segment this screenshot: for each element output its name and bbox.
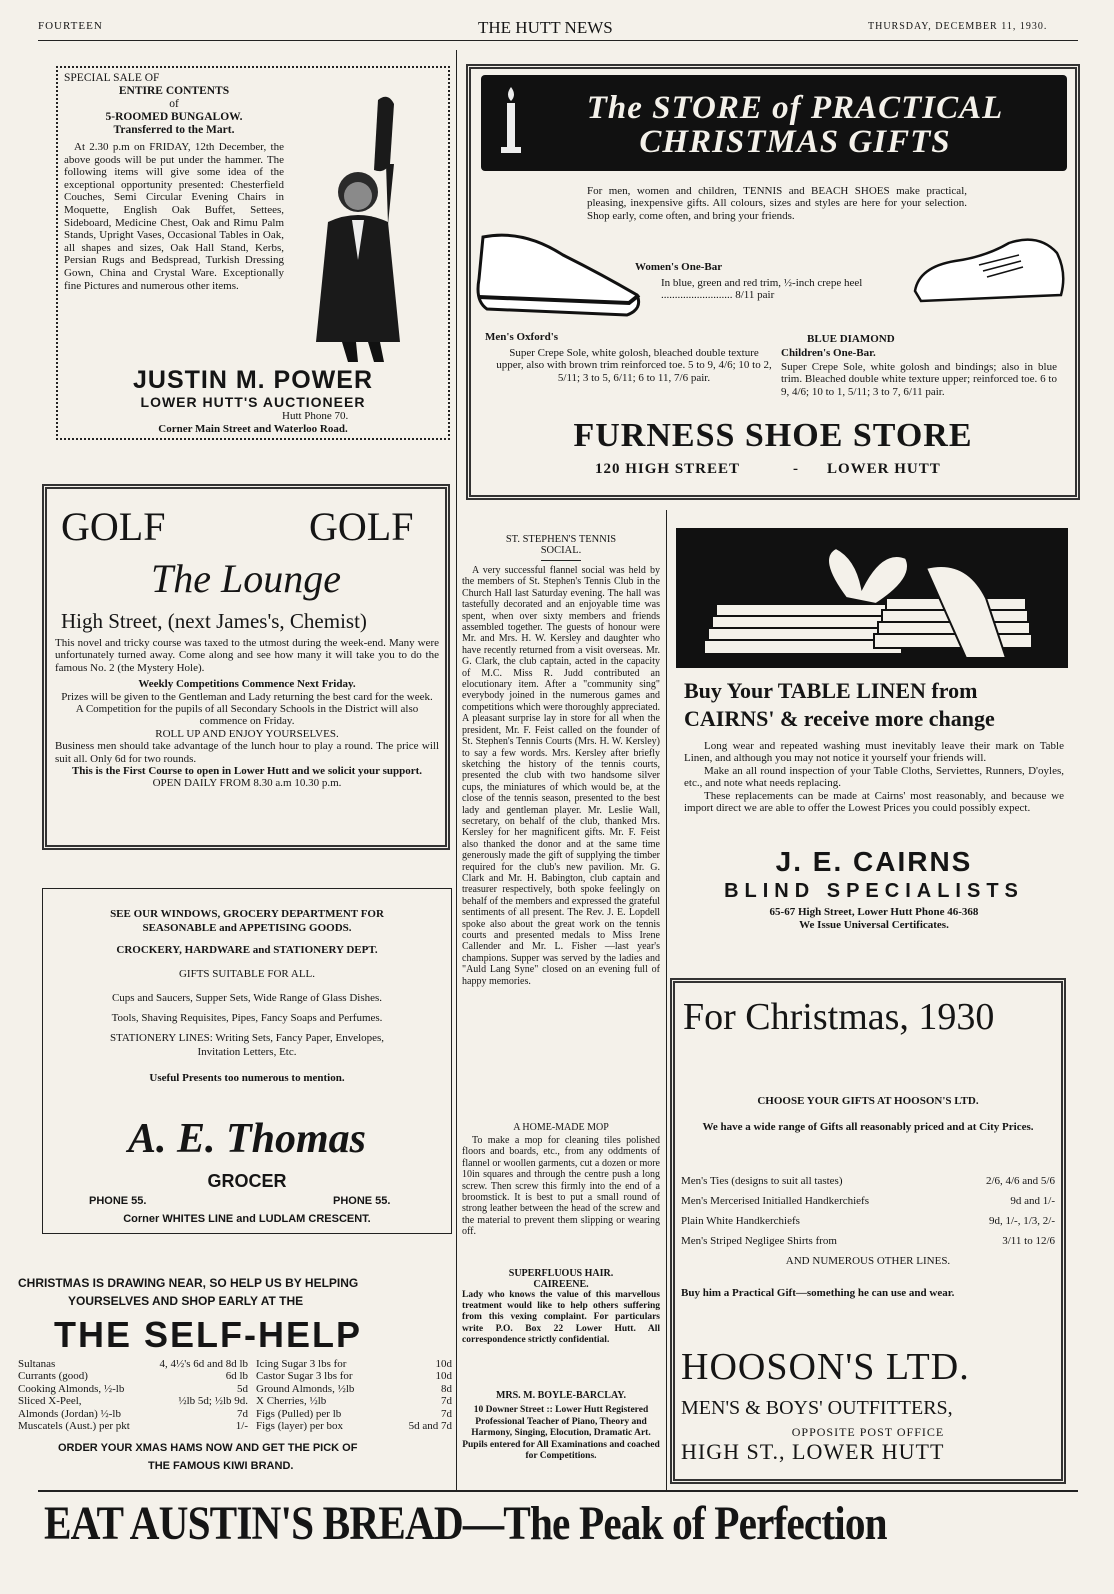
selfhelp-left-list: [18, 1358, 248, 1432]
selfhelp-name: THE SELF-HELP: [54, 1314, 363, 1355]
golf-open-hours: OPEN DAILY FROM 8.30 a.m 10.30 p.m.: [152, 777, 342, 790]
self-help-ad: [18, 1272, 452, 1484]
item-name: Cooking Almonds, ½-lb: [18, 1382, 125, 1395]
childrens-sub: Children's One-Bar.: [781, 347, 876, 359]
cairns-linen-ad: [670, 528, 1078, 946]
price-row: [681, 1231, 1055, 1251]
thomas-phone-left: PHONE 55.: [89, 1195, 147, 1207]
thomas-line-1: SEE OUR WINDOWS, GROCERY DEPARTMENT FOR: [110, 908, 384, 920]
item-price: 3/11 to 12/6: [1002, 1235, 1055, 1247]
christmas-gifts-banner: [481, 75, 1067, 171]
price-row: [18, 1383, 248, 1395]
item-name: Currants (good): [18, 1370, 88, 1383]
cairns-name: J. E. CAIRNS: [775, 846, 973, 877]
golf-location: High Street, (next James's, Chemist): [61, 609, 367, 633]
hooson-sub: MEN'S & BOYS' OUTFITTERS,: [681, 1397, 953, 1419]
item-price: 9d, 1/-, 1/3, 2/-: [989, 1215, 1055, 1227]
furness-address-right: LOWER HUTT: [827, 461, 941, 477]
cairns-body-1: Long wear and repeated washing must inevitably leave their mark on Table Linen, and although you may not notice it yourself your friends will.: [684, 740, 1064, 765]
price-row: [681, 1211, 1055, 1231]
item-price: 7d: [441, 1407, 452, 1420]
item-name: Castor Sugar 3 lbs for: [256, 1370, 353, 1383]
item-price: 10d: [435, 1370, 452, 1383]
hooson-headline: For Christmas, 1930: [683, 996, 995, 1038]
tennis-body: A very successful flannel social was held by the members of St. Stephen's Tennis Club in the Church Hall last Saturday evening. The hall was tastefully decorated and an enjoyable time was spent, when over sixty members and friends assembled together. The guests of honour were Mr. and Mrs. H. W. Kersley and daughter who have recently returned from a visit overseas. Mr. G. Clark, the club captain, acted in the capacity of M.C. Miss R. Judd contributed an elocutionary item. After a "community sing" everybody joined in the numerous games and competitions which were thoroughly appreciated. A pleasant surprise lay in store for all when the president, Mr. F. Feist called on the founder of St. Stephen's Tennis Courts (Mrs. H. W. Kersley) to say a few words. Mrs. Kersley after briefly sketching the history of the tennis courts, presented the club with two handsome silver cups, the miniatures of which would be, at the close of the tennis season, presented to the best lady and gentleman player. Mr. Leslie Wall, secretary, on behalf of the club, thanked Mrs. Kersley for her magnificent gifts. Mr. F. Feist also thanked the donor and at the same time generously made the gift of supplying the timber required for the club's new pavilion. Mr. G. Clark and Mr. H. Babington, club captain and treasurer respectively, both spoke feelingly on behalf of the members and expressed the grateful sentiments of all present. The Rev. J. E. Lopdell spoke also about the great work on the tennis courts and presented medals to Miss Irene Callender and Mr. L. Fisher —last year's champions. Supper was served by the ladies and "Auld Lang Syne" closed on an evening full of happy memories.: [462, 565, 660, 987]
golf-right: GOLF: [309, 504, 414, 549]
item-price: 10d: [435, 1358, 452, 1370]
item-name: Almonds (Jordan) ½-lb: [18, 1407, 121, 1420]
price-row: [18, 1420, 248, 1432]
caireene-body: Lady who knows the value of this marvellous treatment would like to help others suffering from this vexing complaint. For particulars write P.O. Box 22 Lower Hutt. All correspondence strictly confidential.: [462, 1290, 660, 1345]
cairns-body-2: Make an all round inspection of your Table Cloths, Serviettes, Runners, D'oyles, etc., and note what needs replacing.: [684, 764, 1064, 790]
hooson-price-list: [681, 1171, 1055, 1251]
golf-body-4: Business men should take advantage of the lunch hour to play a round. The price will suit all. Only 6d for two rounds.: [55, 740, 439, 765]
price-row: [681, 1171, 1055, 1191]
masthead-rule: [38, 40, 1078, 41]
item-name: Men's Ties (designs to suit all tastes): [681, 1175, 843, 1187]
thomas-corner: Corner WHITES LINE and LUDLAM CRESCENT.: [123, 1213, 371, 1225]
hooson-range: We have a wide range of Gifts all reasonably priced and at City Prices.: [702, 1121, 1034, 1133]
golf-rollup: ROLL UP AND ENJOY YOURSELVES.: [155, 727, 339, 740]
thomas-line-6: Tools, Shaving Requisites, Pipes, Fancy Soaps and Perfumes.: [111, 1012, 383, 1024]
candle-icon: [501, 85, 521, 161]
tennis-title-1: ST. STEPHEN'S TENNIS: [505, 534, 617, 545]
title-divider: [541, 560, 581, 561]
selfhelp-footer-1: ORDER YOUR XMAS HAMS NOW AND GET THE PICK OF: [58, 1442, 358, 1454]
page-number: FOURTEEN: [38, 20, 103, 32]
hooson-high: HIGH ST., LOWER HUTT: [681, 1439, 945, 1464]
cairns-address: 65-67 High Street, Lower Hutt Phone 46-368: [769, 906, 979, 918]
power-body: At 2.30 p.m on FRIDAY, 12th December, the above goods will be put under the hammer. The following items will give some idea of the exceptional opportunity presented: Chesterfield Couches, Semi Circular Evening Chairs in Moquette, English Oak Buffet, Settees, Sideboard, Medicine Chest, Oak and Rimu Palm Stands, Upright Vases, Occasional Tables in Oak, all shapes and sizes, Oak Hall Stand, Kerbs, Persian Rugs and Bedspread, Turkish Dressing Gown, China and Crystal Ware. Exceptionally fine Pictures and numerous other items.: [64, 141, 284, 292]
item-price: 5d: [237, 1382, 248, 1395]
price-row: [256, 1370, 452, 1382]
mop-title: A HOME-MADE MOP: [513, 1122, 609, 1133]
power-name: JUSTIN M. POWER: [132, 366, 373, 394]
hooson-buy: Buy him a Practical Gift—something he can use and wear.: [681, 1287, 955, 1299]
thomas-line-7: STATIONERY LINES: Writing Sets, Fancy Paper, Envelopes,: [109, 1032, 385, 1044]
caireene-title-1: SUPERFLUOUS HAIR.: [508, 1268, 614, 1279]
boyle-name: MRS. M. BOYLE-BARCLAY.: [495, 1390, 627, 1401]
selfhelp-intro-2: YOURSELVES AND SHOP EARLY AT THE: [68, 1294, 304, 1308]
item-name: Men's Mercerised Initialled Handkerchiefs: [681, 1195, 869, 1207]
power-heading-2: ENTIRE CONTENTS: [118, 85, 230, 97]
boyle-body: 10 Downer Street :: Lower Hutt Registered Professional Teacher of Piano, Theory and Harmony, Singing, Elocution, Dramatic Art. Pupils entered for All Examinations and coached for Competitions.: [462, 1405, 660, 1462]
selfhelp-footer-2: THE FAMOUS KIWI BRAND.: [148, 1460, 294, 1472]
price-row: [18, 1408, 248, 1420]
golf-left: GOLF: [61, 504, 166, 549]
childrens-shoe-illustration: [909, 235, 1069, 315]
thomas-line-8: Invitation Letters, Etc.: [197, 1046, 297, 1058]
masthead: [38, 16, 1078, 40]
power-heading-1: SPECIAL SALE OF: [64, 72, 160, 84]
golf-body-1: This novel and tricky course was taxed to the utmost during the week-end. Many were unfortunately turned away. Come along and see how many it will take you to do the famous No. 2 (the Mystery Hole).: [55, 637, 439, 674]
banner-text: The STORE of PRACTICAL CHRISTMAS GIFTS: [586, 90, 1004, 160]
caireene-ad: [462, 1268, 660, 1346]
power-address: Corner Main Street and Waterloo Road.: [158, 423, 348, 435]
selfhelp-right-list: [256, 1358, 452, 1432]
price-row: [256, 1408, 452, 1420]
item-name: Men's Striped Negligee Shirts from: [681, 1235, 837, 1247]
item-price: 7d: [441, 1395, 452, 1408]
cairns-headline-2: CAIRNS' & receive more change: [684, 706, 995, 731]
thomas-line-5: Cups and Saucers, Supper Sets, Wide Range of Glass Dishes.: [111, 992, 383, 1004]
furness-shoe-ad: [466, 64, 1080, 500]
issue-date: THURSDAY, DECEMBER 11, 1930.: [868, 21, 1048, 32]
item-price: ½lb 5d; ½lb 9d.: [178, 1395, 248, 1408]
tennis-article: [462, 534, 660, 987]
hooson-name: HOOSON'S LTD.: [681, 1346, 970, 1388]
golf-first-course: This is the First Course to open in Lower Hutt and we solicit your support.: [71, 765, 423, 778]
item-name: Figs (Pulled) per lb: [256, 1407, 342, 1420]
item-name: Figs (layer) per box: [256, 1420, 344, 1433]
power-phone: Hutt Phone 70.: [282, 410, 349, 422]
golf-weekly: Weekly Competitions Commence Next Friday.: [138, 678, 356, 691]
mop-article: [462, 1122, 660, 1238]
austins-bread-banner: EAT AUSTIN'S BREAD—The Peak of Perfection: [44, 1497, 887, 1550]
thomas-line-4: GIFTS SUITABLE FOR ALL.: [178, 968, 316, 980]
mens-shoe-illustration: [475, 227, 645, 319]
price-row: [256, 1420, 452, 1432]
golf-title: The Lounge: [151, 556, 341, 601]
column-rule-right: [666, 510, 667, 1490]
thomas-phone-right: PHONE 55.: [333, 1195, 391, 1207]
golf-lounge-ad: [42, 484, 450, 850]
power-heading-5: Transferred to the Mart.: [113, 124, 235, 136]
newspaper-title: THE HUTT NEWS: [478, 18, 613, 37]
linen-illustration: [676, 528, 1068, 668]
item-name: X Cherries, ½lb: [256, 1395, 327, 1408]
furness-intro: For men, women and children, TENNIS and BEACH SHOES make practical, pleasing, inexpensive gifts. All colours, sizes and styles are here for your selection. Shop early, come often, and bring your friends.: [587, 185, 967, 222]
item-name: Muscatels (Aust.) per pkt: [18, 1420, 130, 1433]
item-name: Sultanas: [18, 1358, 56, 1370]
boyle-barclay-ad: [462, 1390, 660, 1463]
item-price: 7d: [237, 1407, 248, 1420]
thomas-signature: A. E. Thomas: [127, 1116, 367, 1162]
thomas-line-3: CROCKERY, HARDWARE and STATIONERY DEPT.: [116, 944, 378, 956]
mop-body: To make a mop for cleaning tiles polished floors and boards, etc., from any oddments of flannel or woollen garments, cut a dozen or more 10in squares and through the centre push a long screw. Then screw this firmly into the end of a broomstick. It is best to put a small round of strong leather between the head of the screw and the material to prevent them slipping or wearing off.: [462, 1135, 660, 1238]
womens-desc: In blue, green and red trim, ½-inch crepe heel .......................... 8/11 pair: [661, 277, 863, 302]
item-price: 5d and 7d: [408, 1420, 452, 1433]
golf-body-2: Prizes will be given to the Gentleman and Lady returning the best card for the week.: [61, 690, 433, 703]
mens-desc: Super Crepe Sole, white golosh, bleached double texture upper, also with brown trim reinforced toe. 5 to 9, 4/6; 10 to 2, 5/11; 3 to 5, 6/11; 6 to 11, 7/6 pair.: [496, 347, 772, 384]
price-row: [256, 1358, 452, 1370]
column-rule-left: [456, 50, 457, 1490]
price-row: [256, 1383, 452, 1395]
hooson-opposite: OPPOSITE POST OFFICE: [791, 1425, 945, 1439]
item-price: 8d: [441, 1382, 452, 1395]
selfhelp-intro-1: CHRISTMAS IS DRAWING NEAR, SO HELP US BY HELPING: [18, 1276, 359, 1290]
cairns-sub: BLIND SPECIALISTS: [724, 880, 1024, 902]
banner-rule: [38, 1490, 1078, 1492]
power-heading-4: 5-ROOMED BUNGALOW.: [105, 111, 243, 123]
item-name: Plain White Handkerchiefs: [681, 1215, 800, 1227]
price-row: [18, 1358, 248, 1370]
cairns-certificates: We Issue Universal Certificates.: [799, 919, 949, 931]
furness-address-sep: -: [793, 461, 798, 477]
hooson-numerous: AND NUMEROUS OTHER LINES.: [785, 1255, 951, 1267]
item-price: 6d lb: [225, 1370, 248, 1383]
power-auction-ad: [56, 66, 450, 440]
thomas-grocer-ad: [42, 888, 452, 1234]
price-row: [18, 1395, 248, 1407]
cairns-headline-1: Buy Your TABLE LINEN from: [684, 678, 978, 703]
womens-title: Women's One-Bar: [635, 261, 723, 273]
hooson-choose: CHOOSE YOUR GIFTS AT HOOSON'S LTD.: [757, 1095, 979, 1107]
thomas-grocer-label: GROCER: [207, 1171, 287, 1191]
caireene-title-2: CAIREENE.: [533, 1279, 589, 1290]
childrens-desc: Super Crepe Sole, white golosh and bindings; also in blue trim. Bleached double white texture upper; reinforced toe. 6 to 9, 4/6; 10 to 1, 5/11; 3 to 7, 6/11 pair.: [781, 361, 1057, 398]
hoosons-ad: [670, 978, 1066, 1484]
item-name: Icing Sugar 3 lbs for: [256, 1358, 347, 1370]
item-price: 9d and 1/-: [1010, 1195, 1055, 1207]
price-row: [256, 1395, 452, 1407]
item-price: 4, 4½'s 6d and 8d lb: [159, 1358, 248, 1370]
childrens-title: BLUE DIAMOND: [807, 333, 895, 345]
mens-title: Men's Oxford's: [485, 331, 559, 343]
thomas-line-2: SEASONABLE and APPETISING GOODS.: [142, 922, 352, 934]
item-name: Sliced X-Peel,: [18, 1395, 82, 1408]
price-row: [18, 1370, 248, 1382]
furness-address-left: 120 HIGH STREET: [595, 461, 741, 477]
item-price: 2/6, 4/6 and 5/6: [985, 1175, 1055, 1187]
power-role: LOWER HUTT'S AUCTIONEER: [140, 394, 366, 410]
price-row: [681, 1191, 1055, 1211]
cairns-body-3: These replacements can be made at Cairns' most reasonably, and because we import direct we are able to offer the Lowest Prices you could possibly expect.: [684, 789, 1064, 815]
item-name: Ground Almonds, ½lb: [256, 1382, 355, 1395]
thomas-line-9: Useful Presents too numerous to mention.: [149, 1072, 345, 1084]
tennis-title-2: SOCIAL.: [540, 545, 582, 556]
power-heading-3: of: [169, 98, 179, 110]
golf-body-3: A Competition for the pupils of all Secondary Schools in the District will also commence on Friday.: [75, 703, 419, 728]
auctioneer-illustration: [308, 92, 438, 364]
item-price: 1/-: [235, 1420, 248, 1433]
furness-store-name: FURNESS SHOE STORE: [573, 417, 973, 454]
